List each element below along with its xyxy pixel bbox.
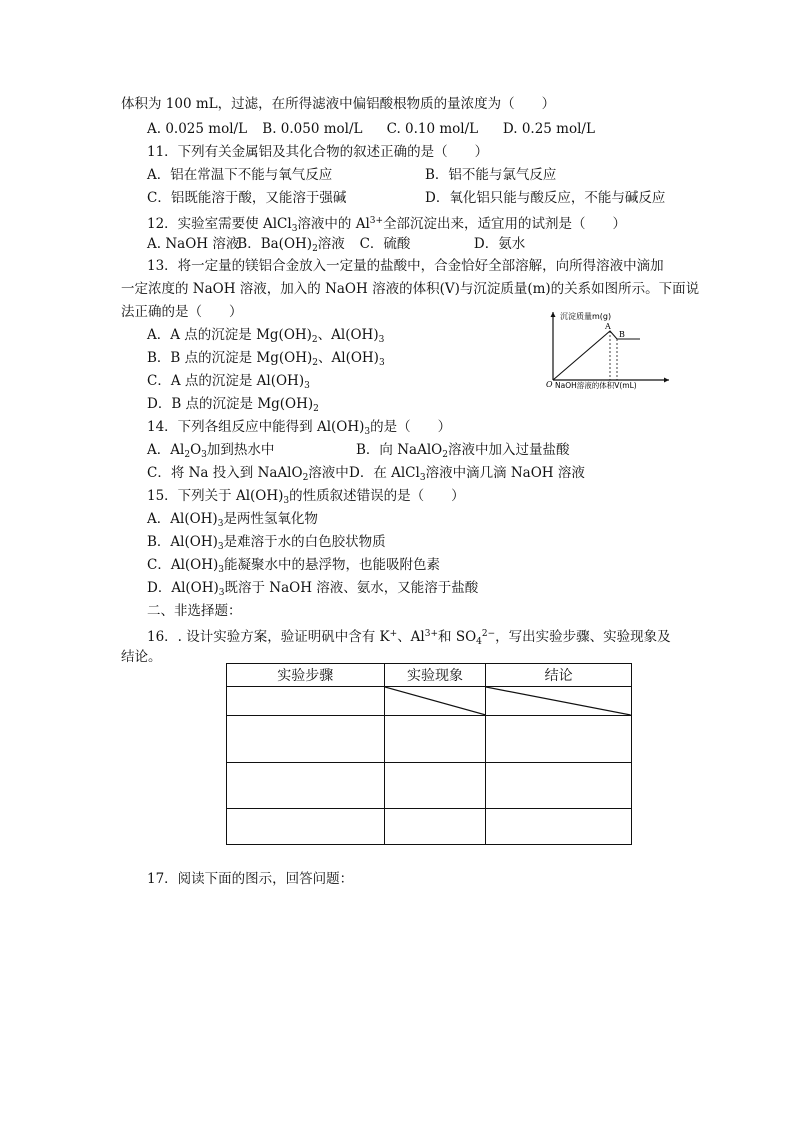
question-15-option-a: A．$Al(OH)_3$是两性氢氧化物: [147, 511, 318, 529]
option-a: A. NaOH 溶液: [147, 236, 240, 252]
question-15-option-c: C．$Al(OH)_3$能凝聚水中的悬浮物，也能吸附色素: [147, 557, 441, 575]
header-phenomena: 实验现象: [384, 664, 486, 687]
diagonal-line: [486, 687, 631, 715]
question-12-options: [147, 235, 525, 258]
question-13-line-1: 13．将一定量的镁铝合金放入一定量的盐酸中，合金恰好全部溶解，向所得溶液中滴加: [147, 258, 664, 274]
header-conclusion: 结论: [486, 664, 632, 687]
question-11-option-d: D．氧化铝只能与酸反应，不能与碱反应: [425, 190, 666, 206]
option-b: B. 0.050 mol/L: [262, 121, 363, 137]
x-axis-label: NaOH溶液的体积V(mL): [555, 381, 637, 390]
section-heading: 二、非选择题：: [147, 603, 242, 619]
option-c: C. 0.10 mol/L: [386, 121, 479, 137]
question-16-line-1: 16．. 设计实验方案，验证明矾中含有 K+、$Al^{3+}$和 $SO_4^{2-}$，写出实验步骤、实验现象及: [147, 629, 671, 647]
y-axis-arrow: [551, 312, 556, 317]
header-steps: 实验步骤: [227, 664, 385, 687]
option-d: D．氨水: [473, 236, 526, 252]
table-cell[interactable]: [486, 809, 632, 845]
question-11-stem: 11．下列有关金属铝及其化合物的叙述正确的是（ ）: [147, 144, 489, 160]
table-cell[interactable]: [227, 763, 385, 809]
point-a-label: A: [605, 322, 611, 331]
question-14-option-c: C．将 Na 投入到 NaAlO$_2$溶液中: [147, 465, 349, 483]
question-15-option-b: B．$Al(OH)_3$是难溶于水的白色胶状物质: [147, 534, 386, 552]
table-cell[interactable]: [384, 716, 486, 763]
question-14-option-a: A．$Al_2O_3$加到热水中: [147, 442, 275, 460]
x-axis-arrow: [664, 378, 669, 383]
table-cell[interactable]: [384, 763, 486, 809]
table-cell[interactable]: [227, 716, 385, 763]
table-cell[interactable]: [486, 763, 632, 809]
option-c: C．硫酸: [359, 236, 411, 252]
point-b-label: B: [619, 330, 625, 339]
question-12-stem: 12．实验室需要使 AlCl$_3$溶液中的 $Al^{3+}$全部沉淀出来，适宜用的试剂是（ ）: [147, 216, 627, 234]
table-cell[interactable]: [486, 716, 632, 763]
question-11-option-c: C．铝既能溶于酸，又能溶于强碱: [147, 190, 347, 206]
table-cell[interactable]: [227, 687, 385, 716]
question-13-option-c: C．A 点的沉淀是 $Al(OH)_3$: [147, 373, 310, 391]
crossed-cell: [486, 687, 632, 716]
question-13-option-a: A．A 点的沉淀是 $Mg(OH)_2$、$Al(OH)_3$: [147, 327, 385, 345]
precipitate-curve: [553, 331, 640, 380]
question-13-option-b: B．B 点的沉淀是 $Mg(OH)_2$、$Al(OH)_3$: [147, 350, 385, 368]
question-17-stem: 17．阅读下面的图示，回答问题：: [147, 871, 354, 887]
question-13-line-3: 法正确的是（ ）: [121, 304, 243, 320]
question-13-option-d: D．B 点的沉淀是 $Mg(OH)_2$: [147, 396, 319, 414]
option-b: B．$Ba(OH)_2$溶液: [237, 236, 345, 254]
table-cell[interactable]: [227, 809, 385, 845]
option-d: D. 0.25 mol/L: [502, 121, 595, 137]
origin-label: O: [546, 380, 553, 389]
diagonal-line: [385, 687, 486, 715]
question-11-option-b: B．铝不能与氯气反应: [425, 167, 557, 183]
question-10-tail: 体积为 100 mL，过滤，在所得滤液中偏铝酸根物质的量浓度为（ ）: [121, 96, 556, 112]
experiment-table: [226, 663, 632, 845]
question-10-options: [147, 120, 595, 138]
y-axis-label: 沉淀质量m(g): [560, 312, 612, 321]
question-15-stem: 15．下列关于 $Al(OH)_3$的性质叙述错误的是（ ）: [147, 488, 465, 506]
question-14-option-d: D．在 AlCl$_3$溶液中滴几滴 NaOH 溶液: [349, 465, 585, 483]
precipitate-volume-graph: [543, 308, 673, 390]
table-cell[interactable]: [384, 809, 486, 845]
crossed-cell: [384, 687, 486, 716]
question-14-stem: 14．下列各组反应中能得到 $Al(OH)_3$的是（ ）: [147, 419, 452, 437]
option-a: A. 0.025 mol/L: [147, 121, 248, 137]
question-14-option-b: B．向 NaAlO$_2$溶液中加入过量盐酸: [356, 442, 570, 460]
question-16-line-2: 结论。: [121, 649, 162, 665]
question-15-option-d: D．$Al(OH)_3$既溶于 NaOH 溶液、氨水，又能溶于盐酸: [147, 580, 479, 598]
question-13-line-2: 一定浓度的 NaOH 溶液，加入的 NaOH 溶液的体积(V)与沉淀质量(m)的关系如图所示。下面说: [121, 281, 700, 297]
question-11-option-a: A．铝在常温下不能与氧气反应: [147, 167, 333, 183]
